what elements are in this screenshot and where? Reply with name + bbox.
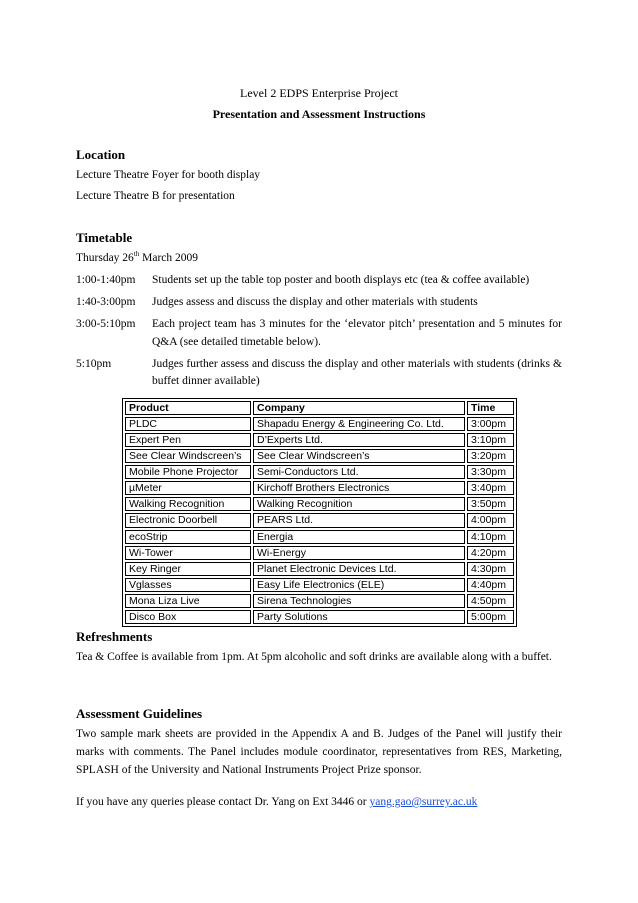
company-cell: Sirena Technologies [253,594,465,608]
timetable-desc: Students set up the table top poster and booth displays etc (tea & coffee available) [152,274,530,286]
company-cell: Party Solutions [253,610,465,624]
company-cell: Semi-Conductors Ltd. [253,465,465,479]
time-cell: 4:20pm [467,546,514,560]
timetable-time: 1:40-3:00pm [76,296,136,308]
contact-line [76,794,562,812]
table-row [125,546,514,560]
timetable-time: 3:00-5:10pm [76,318,136,330]
timetable-row [76,316,562,352]
table-row [125,497,514,511]
location-heading: Location [76,147,126,162]
location-line-2: Lecture Theatre B for presentation [76,190,235,202]
assessment-heading: Assessment Guidelines [76,706,203,721]
company-cell: PEARS Ltd. [253,513,465,527]
company-cell: Shapadu Energy & Engineering Co. Ltd. [253,417,465,431]
timetable-date [76,250,562,268]
time-cell: 4:50pm [467,594,514,608]
table-row [125,610,514,624]
time-cell: 4:40pm [467,578,514,592]
table-row [125,433,514,447]
timetable-time: 1:00-1:40pm [76,274,136,286]
product-cell: ecoStrip [125,530,251,544]
column-header-time: Time [467,401,514,415]
column-header-company: Company [253,401,465,415]
product-cell: PLDC [125,417,251,431]
time-cell: 4:10pm [467,530,514,544]
company-cell: Energia [253,530,465,544]
table-row [125,594,514,608]
company-cell: Kirchoff Brothers Electronics [253,481,465,495]
document-subtitle: Presentation and Assessment Instructions [212,107,426,121]
product-cell: Key Ringer [125,562,251,576]
company-cell: Easy Life Electronics (ELE) [253,578,465,592]
location-section [76,146,562,206]
time-cell: 5:00pm [467,610,514,624]
refreshments-text: Tea & Coffee is available from 1pm. At 5pm alcoholic and soft drinks are available along with a buffet. [76,651,552,664]
product-cell: Disco Box [125,610,251,624]
product-cell: Expert Pen [125,433,251,447]
date-rest: March 2009 [139,252,199,265]
time-cell: 3:50pm [467,497,514,511]
time-cell: 3:30pm [467,465,514,479]
company-cell: See Clear Windscreen’s [253,449,465,463]
document-title: Level 2 EDPS Enterprise Project [240,86,398,100]
product-cell: Vglasses [125,578,251,592]
table-row [125,562,514,576]
company-cell: D’Experts Ltd. [253,433,465,447]
product-cell: Walking Recognition [125,497,251,511]
product-cell: Wi-Tower [125,546,251,560]
company-cell: Wi-Energy [253,546,465,560]
table-row [125,449,514,463]
presentation-schedule-table [122,398,517,627]
time-cell: 3:20pm [467,449,514,463]
product-cell: See Clear Windscreen’s [125,449,251,463]
table-row [125,578,514,592]
timetable-desc: Judges assess and discuss the display and other materials with students [152,296,478,308]
time-cell: 4:00pm [467,513,514,527]
date-day: Thursday 26 [76,252,134,265]
timetable-row [76,294,562,312]
column-header-product: Product [125,401,251,415]
time-cell: 3:40pm [467,481,514,495]
time-cell: 3:00pm [467,417,514,431]
timetable-heading: Timetable [76,230,133,245]
table-row [125,417,514,431]
timetable-section [76,229,562,391]
location-line-1: Lecture Theatre Foyer for booth display [76,169,261,182]
refreshments-heading: Refreshments [76,629,153,644]
product-cell: Electronic Doorbell [125,513,251,527]
company-cell: Walking Recognition [253,497,465,511]
table-row [125,481,514,495]
table-header-row [125,401,514,415]
table-row [125,530,514,544]
table-row [125,465,514,479]
table-row [125,513,514,527]
product-cell: µMeter [125,481,251,495]
timetable-desc: Each project team has 3 minutes for the ‘elevator pitch’ presentation and 5 minutes for Q&A (see detailed timetable below). [152,318,562,348]
refreshments-section [76,628,562,667]
time-cell: 4:30pm [467,562,514,576]
timetable-time: 5:10pm [76,357,112,370]
date-suffix: th [133,250,140,259]
product-cell: Mona Liza Live [125,594,251,608]
assessment-section [76,705,562,780]
time-cell: 3:10pm [467,433,514,447]
timetable-desc: Judges further assess and discuss the display and other materials with students (drinks & buffet dinner available) [152,357,562,388]
timetable-row [76,356,562,392]
contact-text: If you have any queries please contact Dr. Yang on Ext 3446 or [76,796,370,808]
company-cell: Planet Electronic Devices Ltd. [253,562,465,576]
assessment-text: Two sample mark sheets are provided in the Appendix A and B. Judges of the Panel will justify their marks with comments. The Panel includes module coordinator, representatives from RES, Marketing, SPLASH of the University and National Instruments Project Prize sponsor. [76,728,562,776]
contact-email-link[interactable]: yang.gao@surrey.ac.uk [369,796,478,808]
timetable-row [76,272,562,290]
product-cell: Mobile Phone Projector [125,465,251,479]
